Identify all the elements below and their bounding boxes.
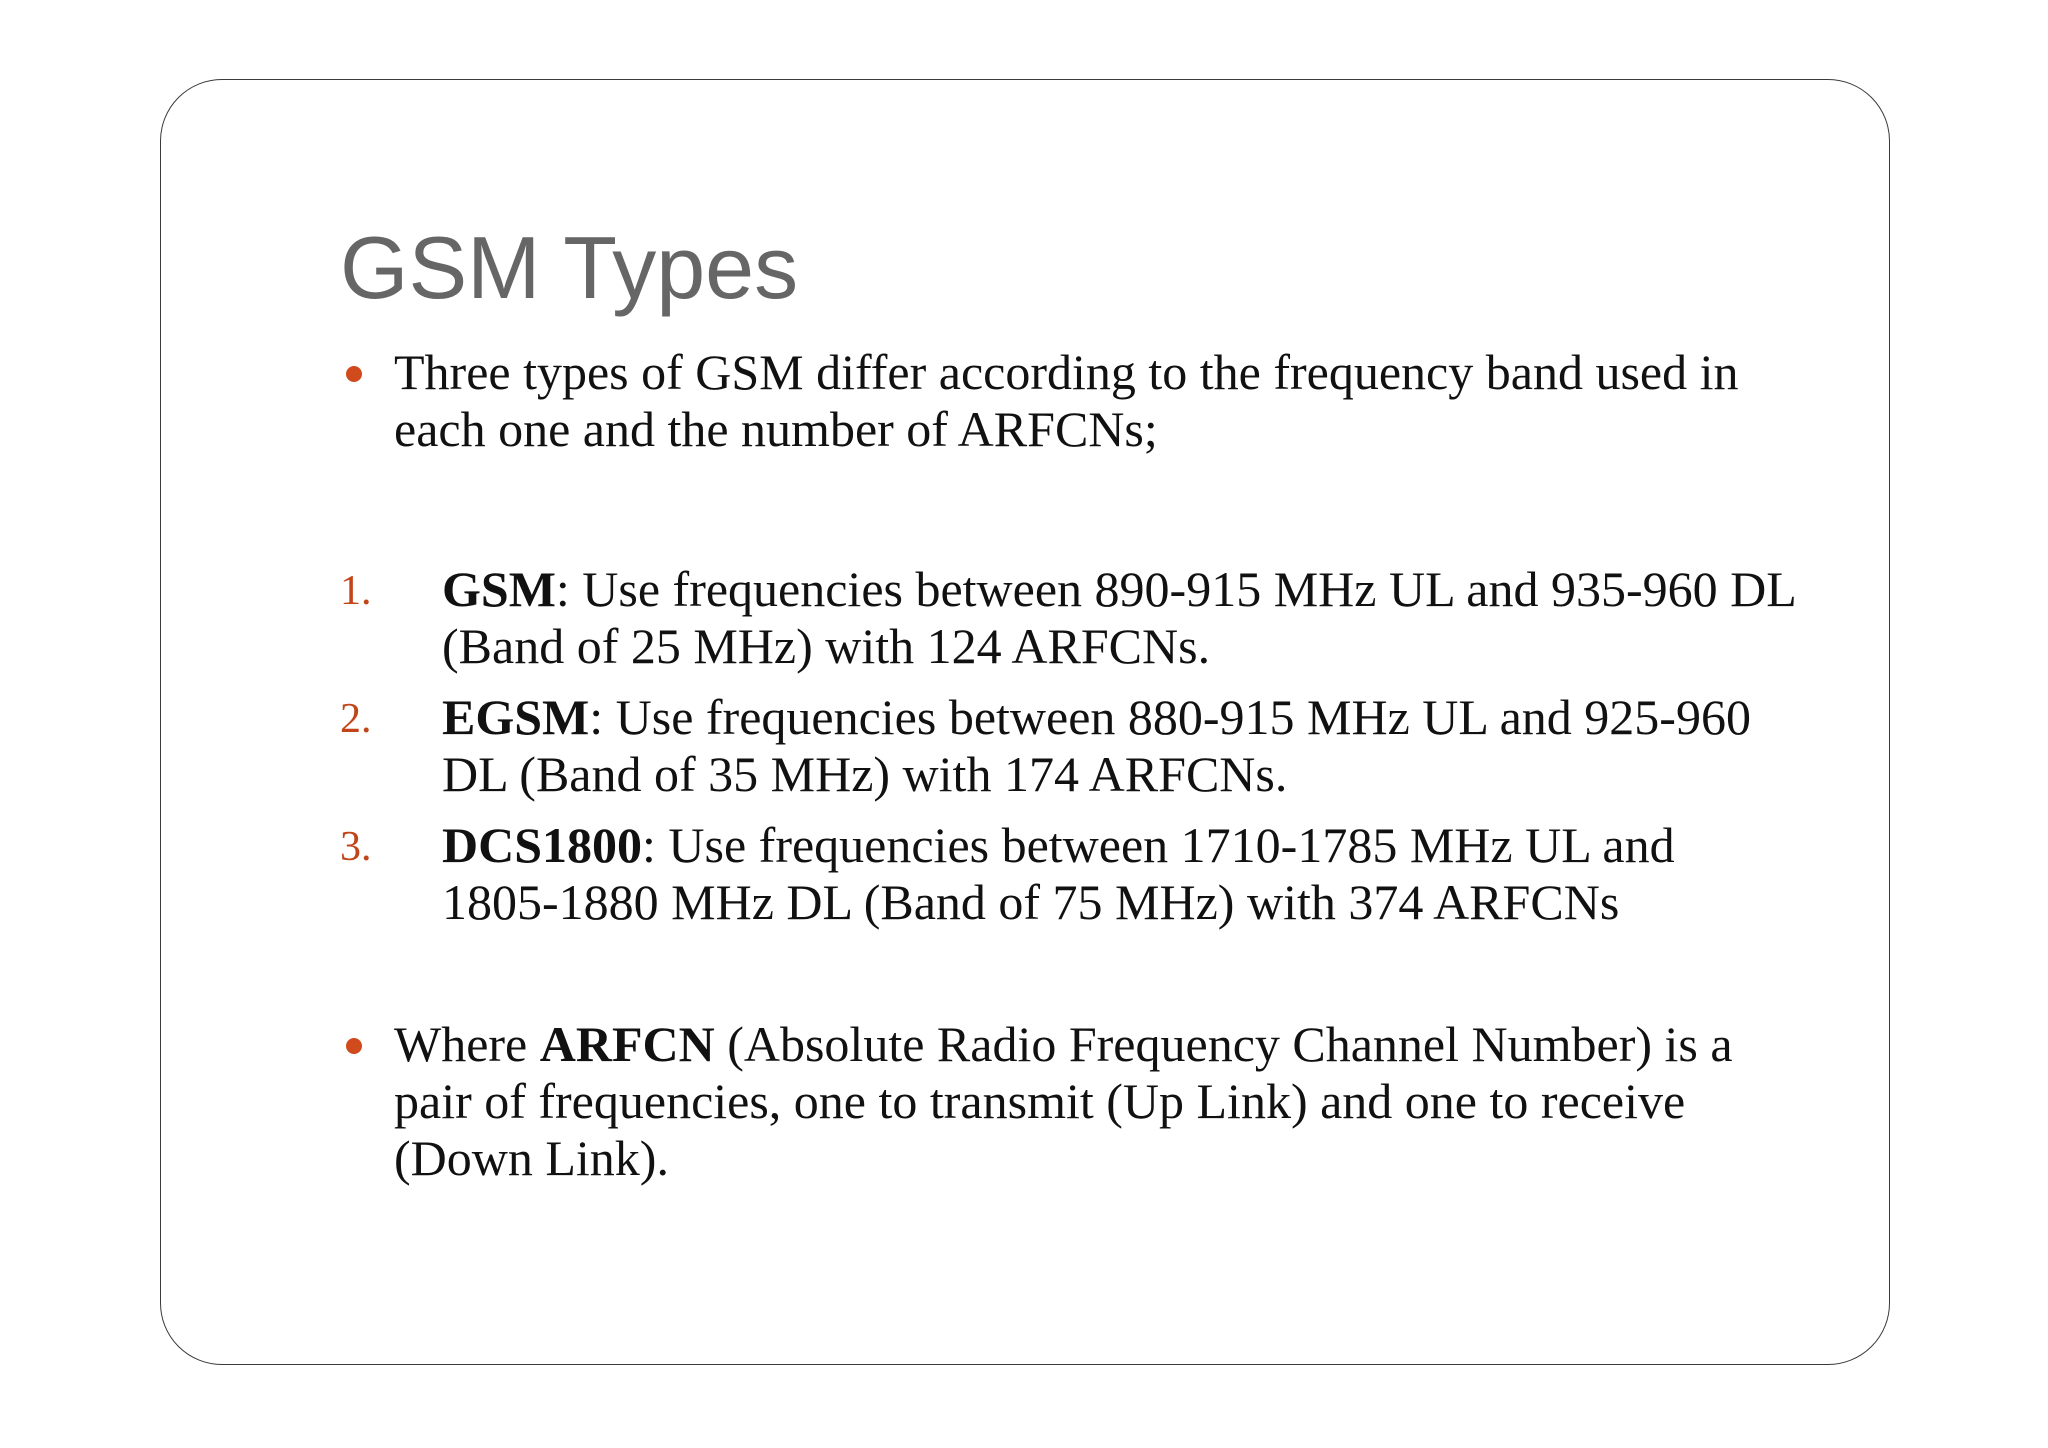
intro-bullet-text: Three types of GSM differ according to the frequency band used in each one and the number of ARFCNs;	[394, 344, 1739, 457]
type-description: : Use frequencies between 880-915 MHz UL and 925-960 DL (Band of 35 MHz) with 174 ARFCNs.	[442, 689, 1751, 802]
bullet-dot-icon	[346, 1038, 362, 1054]
slide-content	[340, 344, 1800, 1187]
list-item-gsm	[340, 561, 1800, 675]
gsm-types-list	[340, 561, 1800, 931]
type-name: GSM	[442, 561, 556, 617]
definition-bullet	[340, 1016, 1800, 1187]
slide-title: GSM Types	[340, 218, 799, 317]
list-item-dcs1800	[340, 817, 1800, 931]
list-number: 3.	[340, 824, 372, 870]
definition-term: ARFCN	[539, 1016, 715, 1072]
definition-suffix: (Absolute Radio Frequency Channel Number) is a pair of frequencies, one to transmit (Up Link) and one to receive (Down Link).	[394, 1016, 1733, 1186]
list-item-egsm	[340, 689, 1800, 803]
list-number: 1.	[340, 568, 372, 614]
type-description: : Use frequencies between 1710-1785 MHz UL and 1805-1880 MHz DL (Band of 75 MHz) with 374 ARFCNs	[442, 817, 1675, 930]
intro-bullet	[340, 344, 1800, 458]
type-description: : Use frequencies between 890-915 MHz UL and 935-960 DL (Band of 25 MHz) with 124 ARFCNs.	[442, 561, 1795, 674]
type-name: DCS1800	[442, 817, 643, 873]
definition-prefix: Where	[394, 1016, 540, 1072]
bullet-dot-icon	[346, 366, 362, 382]
type-name: EGSM	[442, 689, 590, 745]
list-number: 2.	[340, 696, 372, 742]
